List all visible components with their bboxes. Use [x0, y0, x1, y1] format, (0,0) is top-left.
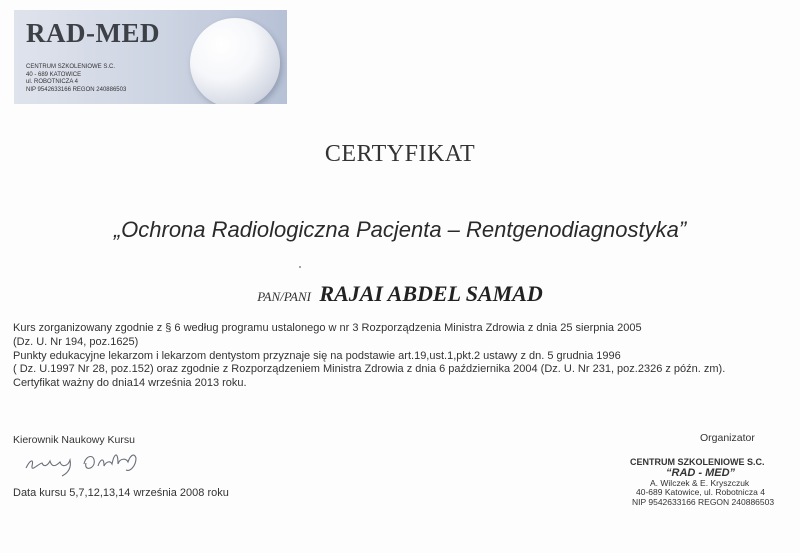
certificate-heading: CERTYFIKAT — [324, 141, 476, 167]
recipient-name: RAJAI ABDEL SAMAD — [319, 281, 543, 306]
logo-address — [26, 64, 176, 94]
course-dates: Data kursu 5,7,12,13,14 września 2008 roku — [13, 487, 229, 499]
body-line: (Dz. U. Nr 194, poz.1625) — [13, 335, 139, 348]
logo-line: 40 - 689 KATOWICE — [26, 71, 82, 78]
stamp-line: 40-689 Katowice, ul. Robotnicza 4 — [636, 487, 765, 498]
stamp-line: NIP 9542633166 REGON 240886503 — [632, 496, 775, 507]
stamp-line: A. Wilczek & E. Kryszczuk — [650, 477, 750, 488]
speck — [299, 266, 301, 268]
organizer-stamp — [628, 458, 800, 518]
name-prefix: PAN/PANI — [257, 289, 311, 304]
sphere-logo-icon — [190, 18, 280, 104]
body-line: Certyfikat ważny do dnia14 września 2013 roku. — [13, 377, 247, 390]
logo-title: RAD-MED — [26, 18, 160, 48]
course-title: „Ochrona Radiologiczna Pacjenta – Rentgenodiagnostyka” — [113, 217, 687, 242]
logo-line: NIP 9542633166 REGON 240886503 — [26, 86, 127, 93]
logo-box — [14, 10, 287, 104]
certificate-body — [13, 322, 793, 391]
logo-line: CENTRUM SZKOLENIOWE S.C. — [26, 64, 116, 70]
signature-icon — [22, 446, 147, 478]
director-label: Kierownik Naukowy Kursu — [13, 434, 135, 446]
stamp-line: CENTRUM SZKOLENIOWE S.C. — [630, 458, 765, 467]
body-line: Punkty edukacyjne lekarzom i lekarzom dentystom przyznaje się na podstawie art.19,ust.1,pkt.2 ustawy z dn. 5 grudnia 1996 — [13, 349, 621, 362]
logo-line: ul. ROBOTNICZA 4 — [26, 79, 79, 85]
stamp-line: “RAD - MED” — [666, 466, 736, 479]
recipient-line — [0, 281, 800, 307]
body-line: Kurs zorganizowany zgodnie z § 6 według programu ustalonego w nr 3 Rozporządzenia Ministra Zdrowia z dnia 25 sierpnia 2005 — [13, 322, 642, 334]
organizer-label: Organizator — [700, 432, 755, 444]
body-line: ( Dz. U.1997 Nr 28, poz.152) oraz zgodnie z Rozporządzeniem Ministra Zdrowia z dnia 6 października 2004 (Dz. U. Nr 231, poz.2326 z późn. zm). — [13, 363, 726, 376]
